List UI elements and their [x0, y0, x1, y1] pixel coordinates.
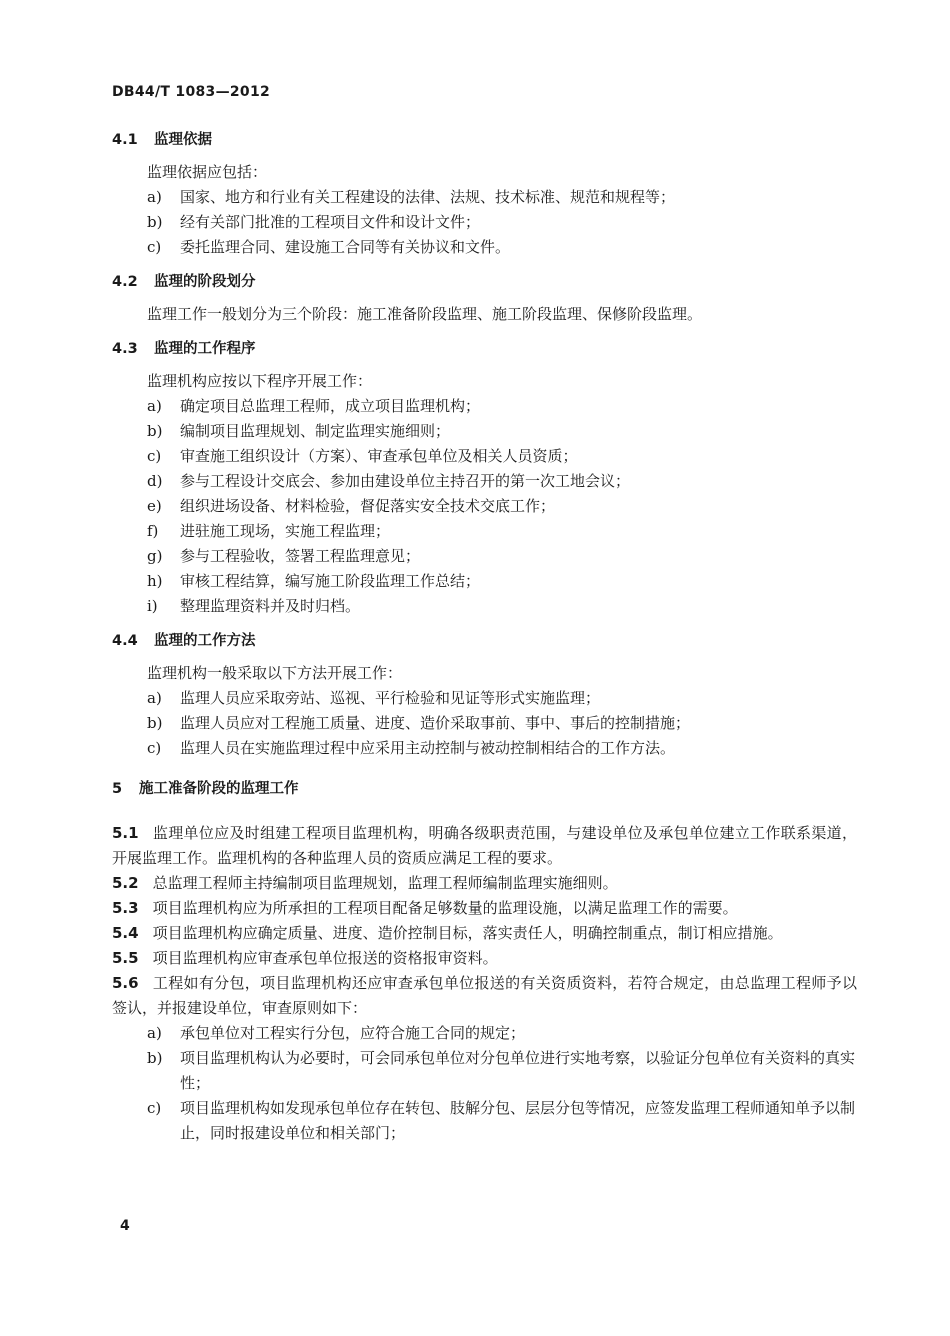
- section-title: 监理依据: [154, 131, 212, 148]
- list-text: 进驻施工现场，实施工程监理；: [180, 522, 391, 540]
- list-label: h): [147, 572, 163, 590]
- section-number: 4.2: [112, 273, 138, 290]
- clause-number: 5.5: [112, 949, 139, 967]
- section-number: 4.4: [112, 632, 138, 649]
- list-label: b): [147, 213, 163, 231]
- list-label: c): [147, 447, 162, 465]
- list-label: b): [147, 1049, 163, 1067]
- clause-text: 项目监理机构应确定质量、进度、造价控制目标，落实责任人，明确控制重点，制订相应措施。: [152, 924, 783, 942]
- list-item: [112, 419, 857, 444]
- section-4-3-heading: [112, 337, 857, 361]
- list-text: 经有关部门批准的工程项目文件和设计文件；: [180, 213, 481, 231]
- list-item: [112, 210, 857, 235]
- page-content: [112, 128, 857, 1146]
- list-label: b): [147, 422, 163, 440]
- section-4-2-heading: [112, 270, 857, 294]
- list-label: a): [147, 397, 162, 415]
- list-text: 委托监理合同、建设施工合同等有关协议和文件。: [180, 238, 511, 256]
- clause-text: 总监理工程师主持编制项目监理规划，监理工程师编制监理实施细则。: [152, 874, 618, 892]
- clause-number: 5.4: [112, 924, 139, 942]
- clause-5-5: [112, 946, 857, 971]
- list-text: 整理监理资料并及时归档。: [180, 597, 361, 615]
- clause-text: 工程如有分包，项目监理机构还应审查承包单位报送的有关资质资料，若符合规定，由总监理工程师予以签认，并报建设单位，审查原则如下：: [112, 974, 857, 1017]
- section-5-heading: [112, 777, 857, 801]
- list-label: a): [147, 188, 162, 206]
- section-number: 4.1: [112, 131, 138, 148]
- list-text: 监理人员在实施监理过程中应采用主动控制与被动控制相结合的工作方法。: [180, 739, 676, 757]
- list-item: [112, 736, 857, 761]
- section-4-3-intro: 监理机构应按以下程序开展工作：: [147, 372, 373, 390]
- list-text: 参与工程验收，签署工程监理意见；: [180, 547, 421, 565]
- section-4-2-text: 监理工作一般划分为三个阶段：施工准备阶段监理、施工阶段监理、保修阶段监理。: [147, 305, 703, 323]
- list-text: 审核工程结算，编写施工阶段监理工作总结；: [180, 572, 481, 590]
- list-text: 承包单位对工程实行分包，应符合施工合同的规定；: [180, 1024, 526, 1042]
- list-item: [112, 185, 857, 210]
- clause-5-4: [112, 921, 857, 946]
- list-label: c): [147, 739, 162, 757]
- clause-5-3: [112, 896, 857, 921]
- list-item: [112, 686, 857, 711]
- list-item: [112, 711, 857, 736]
- list-label: c): [147, 238, 162, 256]
- list-item: [112, 1046, 857, 1096]
- clause-text: 监理单位应及时组建工程项目监理机构，明确各级职责范围，与建设单位及承包单位建立工作联系渠道，开展监理工作。监理机构的各种监理人员的资质应满足工程的要求。: [112, 824, 857, 867]
- list-text: 监理人员应采取旁站、巡视、平行检验和见证等形式实施监理；: [180, 689, 601, 707]
- clause-number: 5.1: [112, 824, 139, 842]
- section-title: 监理的工作方法: [154, 632, 256, 649]
- section-title: 监理的阶段划分: [154, 273, 256, 290]
- clause-number: 5.6: [112, 974, 139, 992]
- document-code: DB44/T 1083—2012: [112, 84, 271, 100]
- list-label: f): [147, 522, 159, 540]
- clause-number: 5.3: [112, 899, 139, 917]
- clause-number: 5.2: [112, 874, 139, 892]
- list-label: d): [147, 472, 163, 490]
- list-text: 审查施工组织设计（方案）、审查承包单位及相关人员资质；: [180, 447, 578, 465]
- page-number: 4: [120, 1218, 130, 1234]
- list-item: [112, 235, 857, 260]
- list-item: [112, 444, 857, 469]
- section-title: 施工准备阶段的监理工作: [139, 780, 299, 797]
- list-item: [112, 469, 857, 494]
- list-item: [112, 519, 857, 544]
- section-number: 5: [112, 780, 123, 797]
- list-text: 参与工程设计交底会、参加由建设单位主持召开的第一次工地会议；: [180, 472, 631, 490]
- list-label: a): [147, 689, 162, 707]
- section-number: 4.3: [112, 340, 138, 357]
- clause-5-2: [112, 871, 857, 896]
- clause-text: 项目监理机构应审查承包单位报送的资格报审资料。: [152, 949, 498, 967]
- list-text: 项目监理机构认为必要时，可会同承包单位对分包单位进行实地考察，以验证分包单位有关资料的真实性；: [180, 1049, 856, 1092]
- list-item: [112, 494, 857, 519]
- list-item: [112, 1021, 857, 1046]
- list-text: 国家、地方和行业有关工程建设的法律、法规、技术标准、规范和规程等；: [180, 188, 676, 206]
- list-item: [112, 394, 857, 419]
- list-label: i): [147, 597, 158, 615]
- list-label: g): [147, 547, 163, 565]
- clause-5-6: [112, 971, 857, 1021]
- clause-5-1: [112, 821, 857, 871]
- section-4-4-heading: [112, 629, 857, 653]
- list-text: 监理人员应对工程施工质量、进度、造价采取事前、事中、事后的控制措施；: [180, 714, 691, 732]
- list-item: [112, 1096, 857, 1146]
- list-text: 编制项目监理规划、制定监理实施细则；: [180, 422, 451, 440]
- list-label: a): [147, 1024, 162, 1042]
- section-4-4-intro: 监理机构一般采取以下方法开展工作：: [147, 664, 403, 682]
- list-label: b): [147, 714, 163, 732]
- section-4-1-intro: 监理依据应包括：: [147, 163, 268, 181]
- list-text: 确定项目总监理工程师，成立项目监理机构；: [180, 397, 481, 415]
- section-4-1-heading: [112, 128, 857, 152]
- list-item: [112, 544, 857, 569]
- list-text: 组织进场设备、材料检验，督促落实安全技术交底工作；: [180, 497, 556, 515]
- list-item: [112, 569, 857, 594]
- list-item: [112, 594, 857, 619]
- list-label: e): [147, 497, 162, 515]
- section-title: 监理的工作程序: [154, 340, 256, 357]
- list-text: 项目监理机构如发现承包单位存在转包、肢解分包、层层分包等情况，应签发监理工程师通知单予以制止，同时报建设单位和相关部门；: [180, 1099, 856, 1142]
- clause-text: 项目监理机构应为所承担的工程项目配备足够数量的监理设施，以满足监理工作的需要。: [152, 899, 738, 917]
- list-label: c): [147, 1099, 162, 1117]
